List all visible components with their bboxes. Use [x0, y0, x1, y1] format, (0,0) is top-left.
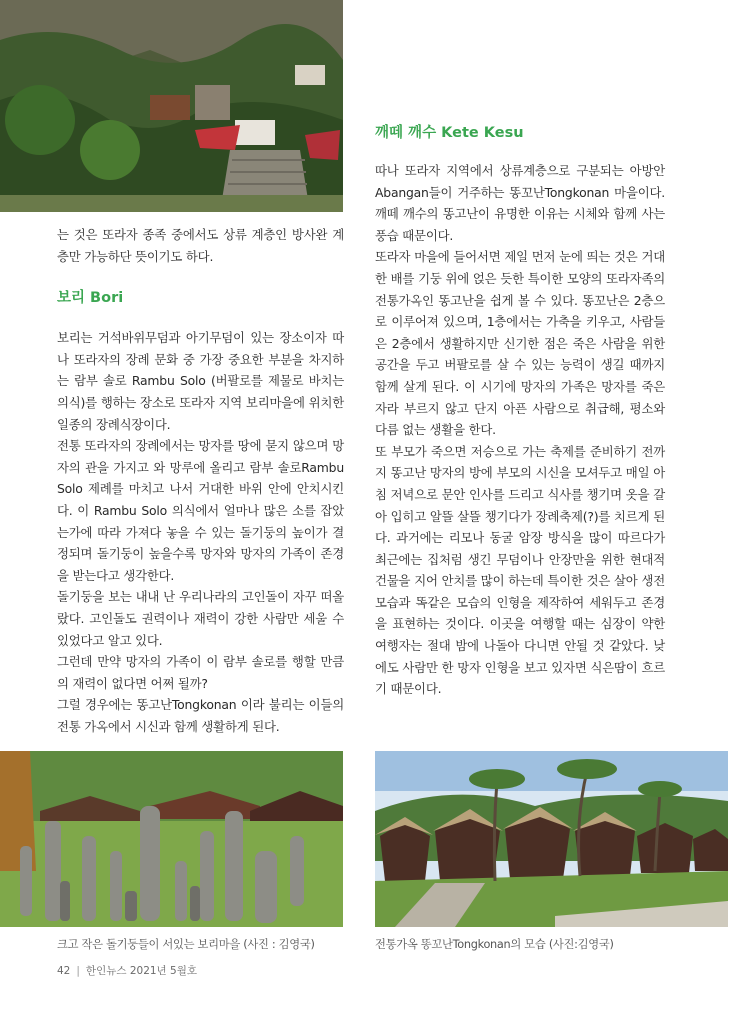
cliff-graves-photo	[0, 0, 343, 212]
body-paragraph: 또 부모가 죽으면 저승으로 가는 축제를 준비하기 전까지 똥고난 망자의 방에 부모의 시신을 모셔두고 매일 아침 저녁으로 문안 인사를 드리고 식사를 챙기며 옷을 갈아 입히고 알뜰 살뜰 챙기다가 장례축제(?)를 치르게 된다. 과거에는 리모나 동굴 암장 방식을 많이 따르다가 최근에는 집처럼 생긴 무덤이나 안장만을 위한 현대적 건물을 지어 안치를 많이 하는데 특이한 것은 살아 생전 모습과 똑같은 모습의 인형을 제작하여 세워두고 존경을 표현하는 것이다. 이곳을 여행할 때는 심장이 약한 여행자는 절대 밤에 나돌아 다니면 안될 것 같았다. 낮에도 사람만 한 망자 인형을 보고 있자면 식은땀이 흐르기 때문이다.	[375, 443, 665, 697]
lead-paragraph: 는 것은 또라자 종족 중에서도 상류 계층인 방사완 계층만 가능하단 뜻이기도 하다.	[57, 227, 344, 264]
left-column	[57, 224, 344, 737]
megalith-stones-photo	[0, 751, 343, 927]
section-heading-kete-kesu: 깨떼 깨수 Kete Kesu	[375, 125, 524, 141]
page-number: 42	[57, 965, 71, 977]
body-paragraph: 전통 또라자의 장례에서는 망자를 땅에 묻지 않으며 망자의 관을 가지고 와 망루에 올리고 람부 솔로Rambu Solo 제례를 마치고 나서 거대한 바위 안에 안치시킨다. 이 Rambu Solo 의식에서 얼마나 많은 소를 잡았는가에 따라 가져다 놓을 수 있는 돌기둥의 높이가 결정되며 돌기둥이 높을수록 망자와 망자의 가족이 존경을 받는다고 생각한다.	[57, 438, 344, 583]
photo-caption-right: 전통가옥 똥꼬난Tongkonan의 모습 (사진:김영국)	[375, 938, 614, 951]
tongkonan-houses-photo	[375, 751, 728, 927]
body-paragraph: 그럴 경우에는 똥고난Tongkonan 이라 불리는 이들의 전통 가옥에서 시신과 함께 생활하게 된다.	[57, 697, 344, 734]
photo-caption-left: 크고 작은 돌기둥들이 서있는 보리마을 (사진 : 김영국)	[57, 938, 315, 951]
body-paragraph: 보리는 거석바위무덤과 아기무덤이 있는 장소이자 따나 또라자의 장례 문화 중 가장 중요한 부분을 차지하는 람부 솔로 Rambu Solo (버팔로를 제물로 바치는 의식)를 행하는 장소로 또라자 지역 보리마을에 위치한 일종의 장례식장이다.	[57, 330, 344, 432]
body-paragraph: 따나 또라자 지역에서 상류계층으로 구분되는 아방안Abangan들이 거주하는 똥꼬난Tongkonan 마을이다. 깨떼 깨수의 똥고난이 유명한 이유는 시체와 함께 사는 풍습 때문이다.	[375, 163, 665, 243]
body-paragraph: 또라자 마을에 들어서면 제일 먼저 눈에 띄는 것은 거대한 배를 기둥 위에 얹은 듯한 특이한 모양의 또라자족의 전통가옥인 똥고난을 쉽게 볼 수 있다. 똥꼬난은 2층으로 이루어져 있으며, 1층에서는 가축을 키우고, 사람들은 2층에서 생활하지만 신기한 점은 죽은 사람을 위한 공간을 두고 버팔로를 살 수 있는 능력이 생길 때까지 함께 살게 된다. 이 시기에 망자의 가족은 망자를 죽은 자라 부르지 않고 단지 아픈 사람으로 취급해, 평소와 다름 없는 생활을 한다.	[375, 249, 665, 438]
body-paragraph: 그런데 만약 망자의 가족이 이 람부 솔로를 행할 만큼의 재력이 없다면 어쩌 될까?	[57, 654, 344, 691]
publication-name: 한인뉴스 2021년 5월호	[85, 965, 197, 977]
footer-separator: |	[76, 965, 80, 977]
section-heading-bori: 보리 Bori	[57, 290, 124, 307]
body-paragraph: 돌기둥을 보는 내내 난 우리나라의 고인돌이 자꾸 떠올랐다. 고인돌도 권력이나 재력이 강한 사람만 세울 수 있었다고 알고 있다.	[57, 589, 344, 648]
page-footer	[57, 963, 197, 978]
right-column	[375, 160, 665, 700]
